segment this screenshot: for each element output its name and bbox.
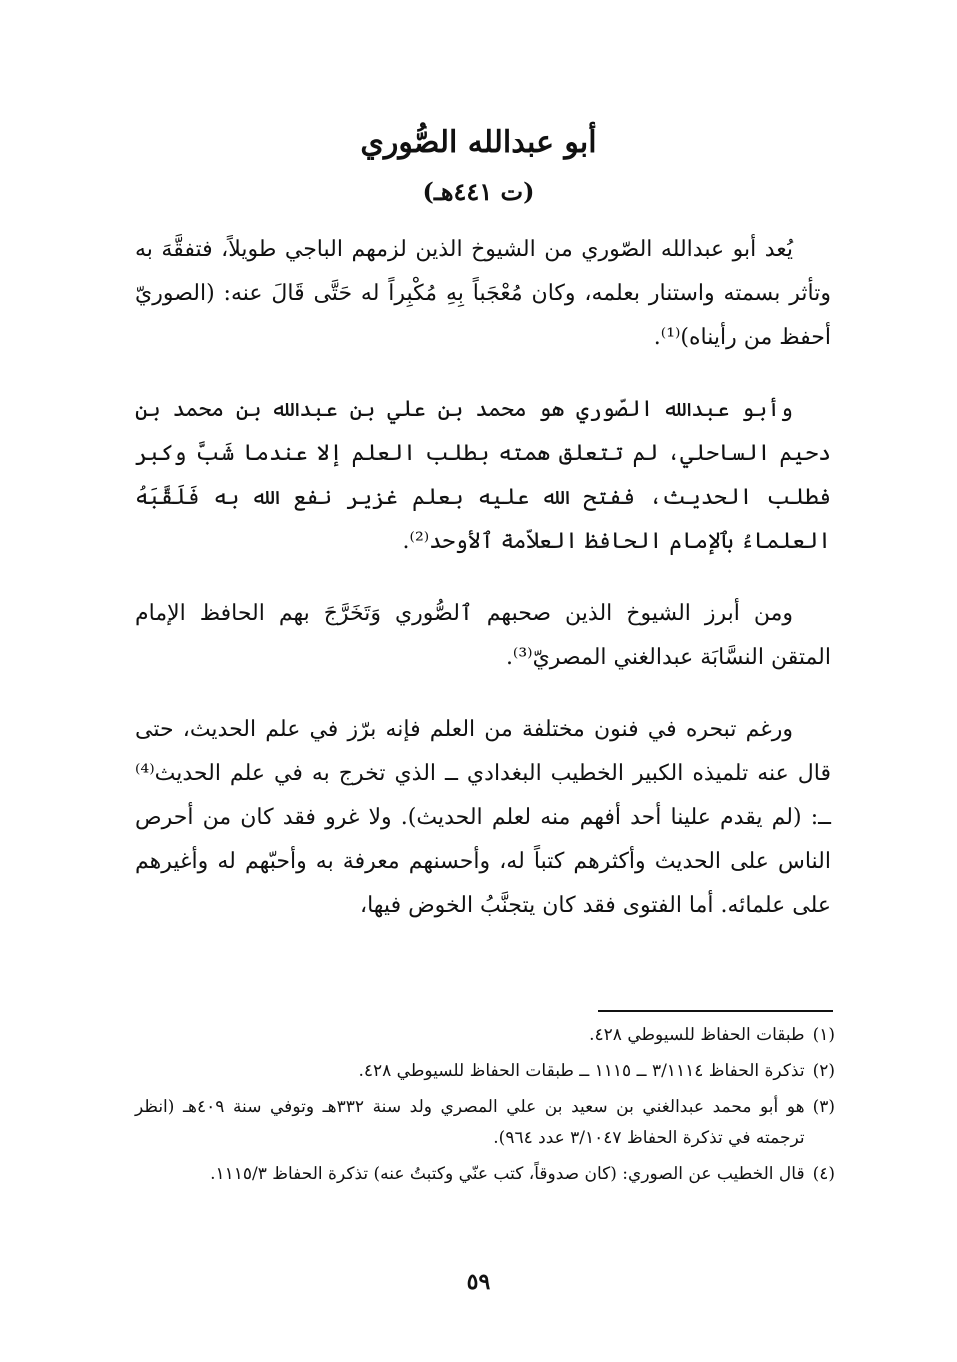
- paragraph-2: وأبو عبدالله الصّوري هو محمد بن علي بن عبدالله بن محمد بن دحيم الساحلي، لم تتعلق همته بطلب العلم إلا عندما شَبَّ وكبر فطلب الحديث، ففتح الله عليه بعلم غزير نفع الله به فَلَقَّبَهُ العلماءُ بٱلإمام الحافظ العلاّمة ٱلأوحد⁽²⁾.: [135, 397, 831, 554]
- page-title: أبو عبدالله الصُّوري: [360, 125, 597, 160]
- footnote-text: هو أبو محمد عبدالغني بن سعيد بن علي المصري ولد سنة ٣٣٢هـ وتوفي سنة ٤٠٩هـ (انظر ترجمته في تذكرة الحفاظ ٣/١٠٤٧ عدد ٩٦٤).: [135, 1097, 805, 1148]
- footnote-text: قال الخطيب عن الصوري: (كان صدوقاً، كتب عنّي وكتبتُ عنه) تذكرة الحفاظ ١١١٥/٣.: [210, 1164, 805, 1184]
- paragraph-3: ومن أبرز الشيوخ الذين صحبهم ٱلصُّوري وَتَخَرَّجَ بهم الحافظ الإمام المتقن النسَّابَة عبدالغني المصريّ⁽³⁾.: [135, 601, 831, 670]
- footnote-3: [135, 1092, 835, 1154]
- main-text: [135, 228, 831, 956]
- death-date-subtitle: (ت ٤٤١هـ): [422, 177, 535, 206]
- footnote-separator: [598, 1010, 833, 1012]
- footnote-number: (١): [812, 1025, 835, 1045]
- paragraph-4: ورغم تبحره في فنون مختلفة من العلم فإنه برّز في علم الحديث، حتى قال عنه تلميذه الكبير الخطيب البغدادي ــ الذي تخرج به في علم الحديث⁽⁴⁾ ــ: (لم يقدم علينا أحد أفهم منه لعلم الحديث). ولا غرو فقد كان من أحرص الناس على الحديث وأكثرهم كتباً له، وأحسنهم معرفة به وأحبّهم له وأغيرهم على علمائه. أما الفتوى فقد كان يتجنَّبُ الخوض فيها،: [135, 717, 831, 918]
- footnote-1: [135, 1020, 835, 1051]
- footnote-text: طبقات الحفاظ للسيوطي ٤٢٨.: [589, 1025, 805, 1045]
- footnotes: [135, 1020, 835, 1195]
- footnote-4: [135, 1159, 835, 1190]
- footnote-text: تذكرة الحفاظ ٣/١١١٤ ــ ١١١٥ ــ طبقات الحفاظ للسيوطي ٤٢٨.: [358, 1061, 805, 1081]
- paragraph-1: يُعد أبو عبدالله الصّوري من الشيوخ الذين لزمهم الباجي طويلاً، فتفقَّهَ به وتأثر بسمته واستنار بعلمه، وكان مُعْجَباً بِهِ مُكْبِراً له حَتَّى قَالَ عنه: (الصوريّ أحفظ من رأيناه)⁽¹⁾.: [135, 237, 831, 350]
- footnote-2: [135, 1056, 835, 1087]
- footnote-number: (٤): [812, 1164, 835, 1184]
- page-number: ٥٩: [466, 1269, 491, 1295]
- footnote-number: (٢): [812, 1061, 835, 1081]
- footnote-number: (٣): [812, 1097, 835, 1117]
